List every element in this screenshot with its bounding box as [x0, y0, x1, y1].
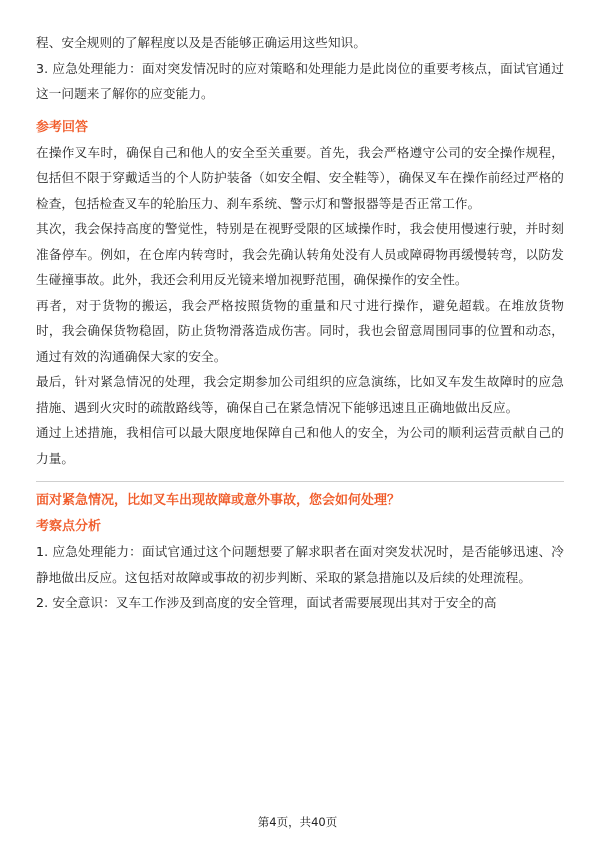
paragraph-continued: 程、安全规则的了解程度以及是否能够正确运用这些知识。: [36, 35, 367, 50]
answer-paragraph-2: 其次，我会保持高度的警觉性，特别是在视野受限的区域操作时，我会使用慢速行驶，并时刻准备停车。例如，在仓库内转弯时，我会先确认转角处没有人员或障碍物再缓慢转弯，以防发生碰撞事故。此外，我还会利用反光镜来增加视野范围，确保操作的安全性。: [36, 221, 564, 287]
analysis-point-3: 3. 应急处理能力：面对突发情况时的应对策略和处理能力是此岗位的重要考核点，面试官通过这一问题来了解你的应变能力。: [36, 60, 564, 101]
reference-answer-heading: 参考回答: [36, 119, 89, 135]
section-divider: [36, 481, 564, 482]
answer-paragraph-3: 再者，对于货物的搬运，我会严格按照货物的重量和尺寸进行操作，避免超载。在堆放货物时，我会确保货物稳固，防止货物滑落造成伤害。同时，我也会留意周围同事的位置和动态，通过有效的沟通确保大家的安全。: [36, 297, 564, 364]
page-content: [36, 30, 564, 616]
analysis-point-1: 1. 应急处理能力：面试官通过这个问题想要了解求职者在面对突发状况时，是否能够迅速、冷静地做出反应。这包括对故障或事故的初步判断、采取的紧急措施以及后续的处理流程。: [36, 544, 564, 585]
answer-paragraph-4: 最后，针对紧急情况的处理，我会定期参加公司组织的应急演练，比如叉车发生故障时的应急措施、遇到火灾时的疏散路线等，确保自己在紧急情况下能够迅速且正确地做出反应。: [36, 374, 564, 415]
question-title: 面对紧急情况，比如叉车出现故障或意外事故，您会如何处理？: [36, 493, 401, 508]
analysis-point-2: 2. 安全意识：叉车工作涉及到高度的安全管理，面试者需要展现出其对于安全的高: [36, 595, 497, 610]
answer-paragraph-5: 通过上述措施，我相信可以最大限度地保障自己和他人的安全，为公司的顺利运营贡献自己的力量。: [36, 425, 564, 466]
answer-paragraph-1: 在操作叉车时，确保自己和他人的安全至关重要。首先，我会严格遵守公司的安全操作规程，包括但不限于穿戴适当的个人防护装备（如安全帽、安全鞋等），确保叉车在操作前经过严格的检查，包括检查叉车的轮胎压力、刹车系统、警示灯和警报器等是否正常工作。: [36, 144, 564, 211]
page-number: 第4页，共40页: [257, 815, 338, 829]
analysis-heading: 考察点分析: [36, 519, 102, 534]
